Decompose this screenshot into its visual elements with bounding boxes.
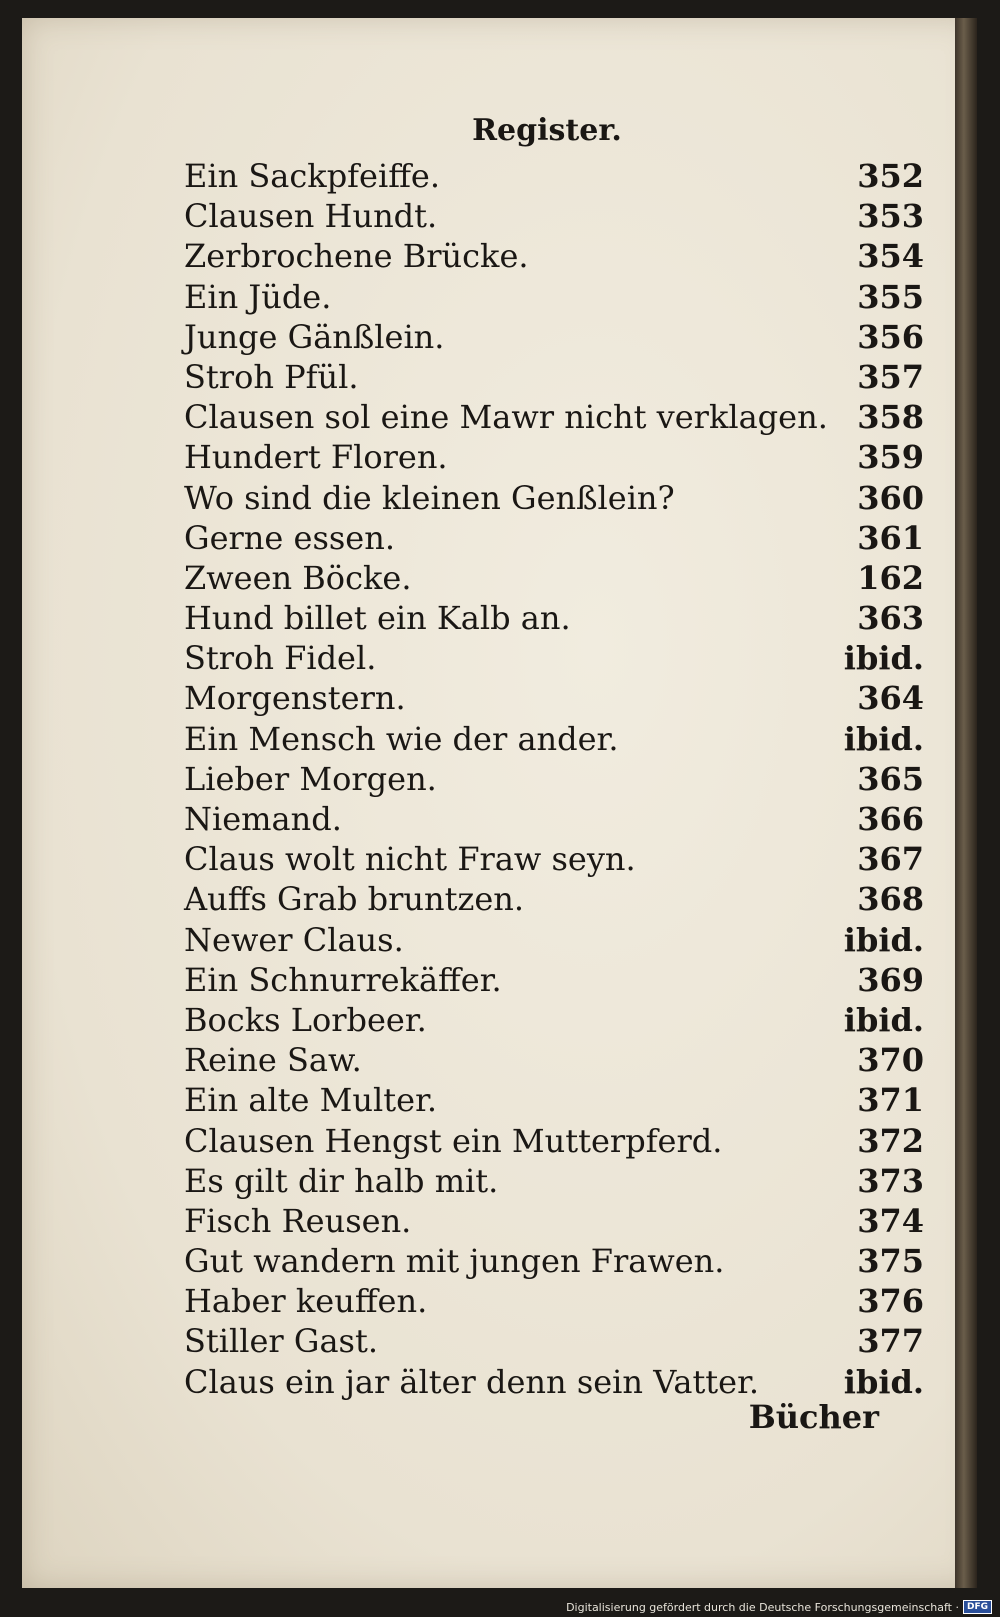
entry-page-number: 355 <box>857 277 924 316</box>
entry-page-number: 367 <box>857 840 924 879</box>
entry-title: Zween Böcke. <box>184 558 412 597</box>
entry-page-number: 358 <box>857 398 924 437</box>
register-entry <box>184 478 924 518</box>
register-entry <box>184 638 924 678</box>
entry-page-number: 352 <box>857 157 924 195</box>
footer-credit <box>566 1600 992 1614</box>
entry-page-number: 162 <box>857 558 924 597</box>
entry-page-number: 359 <box>857 438 924 477</box>
entry-page-number: 354 <box>857 237 924 276</box>
entry-title: Reine Saw. <box>184 1041 362 1080</box>
register-entry <box>184 598 924 638</box>
entry-title: Morgenstern. <box>184 679 406 718</box>
register-entry <box>184 156 924 196</box>
register-entry <box>184 719 924 759</box>
register-entry <box>184 317 924 357</box>
dfg-logo: DFG <box>963 1600 992 1614</box>
entry-title: Zerbrochene Brücke. <box>184 237 529 276</box>
entry-title: Bocks Lorbeer. <box>184 1000 427 1039</box>
entry-page-number: 356 <box>857 317 924 356</box>
entry-title: Haber keuffen. <box>184 1282 428 1321</box>
entry-page-number: 360 <box>857 478 924 517</box>
entry-title: Clausen sol eine Mawr nicht verklagen. <box>184 398 828 437</box>
entry-page-number: 372 <box>857 1121 924 1160</box>
entry-title: Gerne essen. <box>184 518 396 557</box>
entry-page-number: 363 <box>857 599 924 638</box>
register-entry <box>184 397 924 437</box>
entry-page-number: ibid. <box>843 719 924 758</box>
entry-page-number: 377 <box>857 1322 924 1361</box>
register-entry <box>184 196 924 236</box>
entry-title: Auffs Grab bruntzen. <box>184 880 525 919</box>
entry-page-number: 373 <box>857 1161 924 1200</box>
entry-page-number: 376 <box>857 1282 924 1321</box>
entry-page-number: 371 <box>857 1081 924 1120</box>
entry-title: Ein Jüde. <box>184 277 332 316</box>
register-entry <box>184 1161 924 1201</box>
register-entry <box>184 357 924 397</box>
entry-page-number: 364 <box>857 679 924 718</box>
register-entry <box>184 277 924 317</box>
entry-title: Es gilt dir halb mit. <box>184 1161 499 1200</box>
book-spine <box>955 18 977 1588</box>
entry-title: Ein Sackpfeiffe. <box>184 157 441 195</box>
entry-title: Clausen Hengst ein Mutterpferd. <box>184 1121 723 1160</box>
entry-page-number: ibid. <box>843 920 924 959</box>
entry-title: Ein Mensch wie der ander. <box>184 719 619 758</box>
entry-title: Lieber Morgen. <box>184 759 437 798</box>
entry-title: Niemand. <box>184 800 342 838</box>
entry-page-number: 368 <box>857 880 924 919</box>
entry-title: Stroh Pfül. <box>184 357 359 396</box>
register-entry <box>184 799 924 839</box>
register-entry <box>184 1201 924 1241</box>
register-entry <box>184 678 924 718</box>
register-entry <box>184 236 924 276</box>
register-entry <box>184 1121 924 1161</box>
register-entry <box>184 920 924 960</box>
register-entry <box>184 518 924 558</box>
entry-page-number: 370 <box>857 1041 924 1080</box>
register-entry <box>184 437 924 477</box>
entry-title: Gut wandern mit jungen Frawen. <box>184 1242 725 1281</box>
entry-title: Newer Claus. <box>184 920 404 959</box>
entry-page-number: 366 <box>857 800 924 838</box>
register-entry <box>184 1241 924 1281</box>
entry-title: Clausen Hundt. <box>184 197 438 236</box>
entry-title: Claus ein jar älter denn sein Vatter. <box>184 1362 760 1401</box>
register-entry <box>184 839 924 879</box>
entry-page-number: 353 <box>857 197 924 236</box>
credit-text: Digitalisierung gefördert durch die Deutsche Forschungsgemeinschaft · <box>566 1600 959 1614</box>
entry-page-number: ibid. <box>843 639 924 678</box>
register-entry <box>184 1321 924 1361</box>
entry-page-number: 357 <box>857 357 924 396</box>
entry-title: Fisch Reusen. <box>184 1201 412 1240</box>
entry-page-number: 374 <box>857 1201 924 1240</box>
register-entry <box>184 1080 924 1120</box>
entry-title: Hund billet ein Kalb an. <box>184 599 571 638</box>
entry-title: Claus wolt nicht Fraw seyn. <box>184 840 636 879</box>
register-entry <box>184 1040 924 1080</box>
entry-page-number: ibid. <box>843 1362 924 1401</box>
book-page <box>22 18 977 1588</box>
register-list <box>184 156 924 1402</box>
entry-page-number: 361 <box>857 518 924 557</box>
register-entry <box>184 1000 924 1040</box>
register-entry <box>184 960 924 1000</box>
entry-page-number: ibid. <box>843 1000 924 1039</box>
entry-title: Junge Gänßlein. <box>184 317 445 356</box>
catchword: Bücher <box>748 1398 879 1436</box>
entry-title: Ein alte Multer. <box>184 1081 438 1120</box>
entry-page-number: 365 <box>857 759 924 798</box>
entry-title: Hundert Floren. <box>184 438 448 477</box>
register-entry <box>184 1281 924 1321</box>
entry-title: Wo sind die kleinen Genßlein? <box>184 478 675 517</box>
register-entry <box>184 879 924 919</box>
register-entry <box>184 558 924 598</box>
entry-title: Ein Schnurrekäffer. <box>184 960 502 999</box>
entry-title: Stroh Fidel. <box>184 639 377 678</box>
register-entry <box>184 759 924 799</box>
entry-title: Stiller Gast. <box>184 1322 378 1361</box>
register-entry <box>184 1362 924 1402</box>
entry-page-number: 375 <box>857 1242 924 1281</box>
page-title: Register. <box>472 113 622 148</box>
entry-page-number: 369 <box>857 960 924 999</box>
